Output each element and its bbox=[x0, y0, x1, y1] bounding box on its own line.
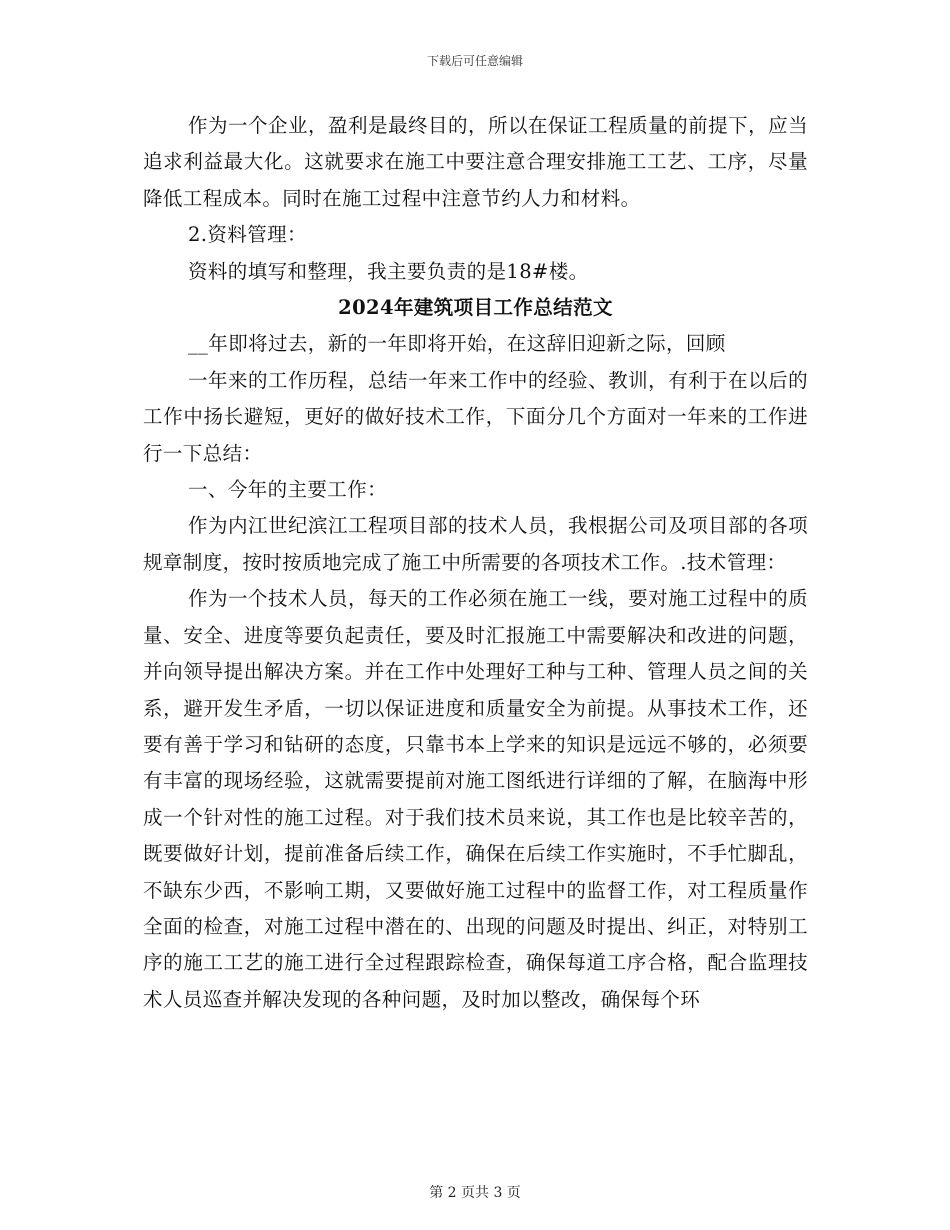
paragraph-year-intro: __年即将过去，新的一年即将开始，在这辞旧迎新之际，回顾 bbox=[188, 332, 726, 356]
paragraph-data-management-heading: 2.资料管理： bbox=[188, 223, 307, 247]
document-body bbox=[143, 108, 808, 1018]
page-header: 下载后可任意编辑 bbox=[426, 54, 523, 68]
paragraph-profit: 作为一个企业，盈利是最终目的，所以在保证工程质量的前提下，应当追求利益最大化。这就要求在施工中要注意合理安排施工工艺、工序，尽量降低工程成本。同时在施工过程中注意节约人力和材料。 bbox=[143, 114, 808, 210]
paragraph-tech-management: 作为一个技术人员，每天的工作必须在施工一线，要对施工过程中的质量、安全、进度等要负起责任，要及时汇报施工中需要解决和改进的问题，并向领导提出解决方案。并在工作中处理好工种与工种、管理人员之间的关系，避开发生矛盾，一切以保证进度和质量安全为前提。从事技术工作，还要有善于学习和钻研的态度，只靠书本上学来的知识是远远不够的，必须要有丰富的现场经验，这就需要提前对施工图纸进行详细的了解，在脑海中形成一个针对性的施工过程。对于我们技术员来说，其工作也是比较辛苦的，既要做好计划，提前准备后续工作，确保在后续工作实施时，不手忙脚乱，不缺东少西，不影响工期，又要做好施工过程中的监督工作，对工程质量作全面的检查，对施工过程中潜在的、出现的问题及时提出、纠正，对特别工序的施工工艺的施工进行全过程跟踪检查，确保每道工序合格，配合监理技术人员巡查并解决发现的各种问题，及时加以整改，确保每个环 bbox=[143, 587, 808, 1011]
document-title: 2024年建筑项目工作总结范文 bbox=[338, 296, 613, 320]
paragraph-review: 一年来的工作历程，总结一年来工作中的经验、教训，有利于在以后的工作中扬长避短，更好的做好技术工作，下面分几个方面对一年来的工作进行一下总结： bbox=[143, 368, 808, 465]
page-footer: 第 2 页共 3 页 bbox=[429, 1185, 521, 1201]
paragraph-data-management: 资料的填写和整理，我主要负责的是18#楼。 bbox=[188, 259, 589, 283]
section-heading-main-work: 一、今年的主要工作： bbox=[188, 478, 388, 502]
paragraph-tech-staff: 作为内江世纪滨江工程项目部的技术人员，我根据公司及项目部的各项规章制度，按时按质地完成了施工中所需要的各项技术工作。.技术管理： bbox=[143, 514, 808, 574]
